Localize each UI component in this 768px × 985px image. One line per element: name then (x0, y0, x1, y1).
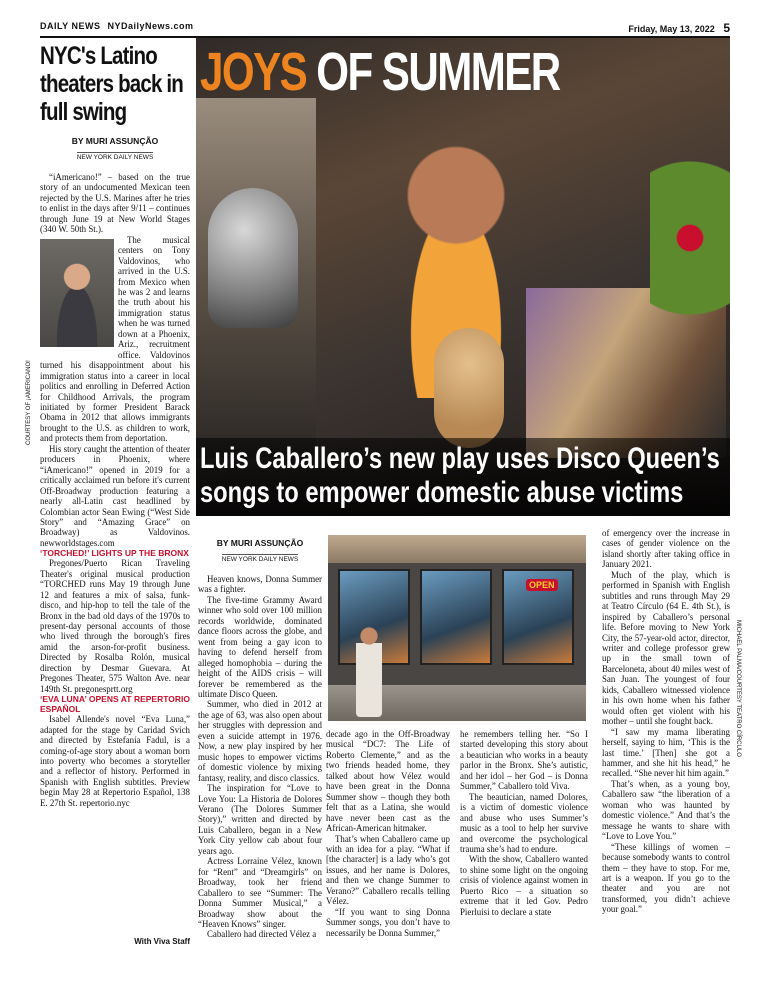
paragraph: of emergency over the increase in cases of gender violence on the island shortly after taking office in January 2021. (602, 528, 730, 570)
paragraph: Heaven knows, Donna Summer was a fighter. (198, 574, 322, 595)
brand-name: DAILY NEWS (40, 21, 101, 31)
section-title (200, 42, 560, 102)
masthead-brand (40, 21, 194, 31)
side-body (40, 172, 190, 808)
side-headline: NYC's Latino theaters back in full swing (40, 42, 183, 126)
side-subhead: ‘TORCHED!’ LIGHTS UP THE BRONX (40, 548, 189, 559)
column-body (198, 574, 322, 940)
paragraph: Much of the play, which is performed in Spanish with English subtitles and runs through May 29 at Teatro Círculo (64 E. 4th St.), is inspired by Caballero’s personal life. Before moving to New York City, the 57-year-old actor, director, writer and college professor grew up in the small town of Barceloneta, about 40 miles west of San Juan. The youngest of four kids, Caballero witnessed violence in his own home when his father would often get violent with his mother – until she fought back. (602, 569, 730, 727)
paragraph: “I saw my mama liberating herself, saying to him, ‘This is the last time.’ [Then] she got a hammer, and she hit his head,” he recalled. “She never hit him again.” (602, 726, 730, 779)
open-sign: OPEN (526, 579, 558, 591)
column-body (460, 729, 588, 917)
headshot-credit (26, 345, 36, 445)
paragraph: decade ago in the Off-Broadway musical “DC7: The Life of Roberto Clemente,” and as the two friends headed home, they talked about how Vélez would have been great in the Donna Summer show – though they both felt that as a Latina, she would have never been cast as the African-American hitmaker. (326, 729, 450, 834)
masthead (40, 18, 730, 34)
paragraph: With the show, Caballero wanted to shine some light on the ongoing crisis of violence against women in Puerto Rico – a situation so extreme that it led Gov. Pedro Pierluisi to declare a state (460, 854, 588, 917)
side-paragraph: His story caught the attention of theater producers in Phoenix, where “iAmericano!” opened in 2019 for a critically acclaimed run before it's current Off-Broadway production featuring a nearly all-Latin cast headlined by Colombian actor Sean Ewing (“West Side Story” and “Amazing Grace” on Broadway) as Valdovinos. newworldstages.com (40, 443, 190, 548)
hair-dryer (208, 188, 298, 328)
main-column-2 (326, 729, 450, 938)
main-headline: Luis Caballero’s new play uses Disco Queen’s songs to empower domestic abuse victims (200, 442, 720, 509)
valdovinos-photo (40, 239, 114, 347)
paragraph: That’s when Caballero came up with an idea for a play. “What if [the character] is a lady who’s got issues, and her name is Dolores, and then we change Summer to Verano?” Caballero recalls telling Vélez. (326, 833, 450, 907)
column-body (602, 528, 730, 915)
main-byline-org: NEW YORK DAILY NEWS (221, 556, 299, 563)
side-subhead: ‘EVA LUNA’ OPENS AT REPERTORIO ESPAÑOL (40, 694, 190, 715)
paragraph: he remembers telling her. “So I started developing this story about a beautician who works in a beauty parlor in the Bronx. She’s autistic, and her idol – her God – is Donna Summer,” Caballero told Viva. (460, 729, 588, 792)
staff-credit: With Viva Staff (134, 937, 190, 946)
side-paragraph: “iAmericano!” – based on the true story of an undocumented Mexican teen rejected by the U.S. Marines after he tries to enlist in the days after 9/11 – continues through June 19 at New World Stages (340 W. 50th St.). (40, 172, 190, 235)
site-url[interactable]: NYDailyNews.com (107, 21, 194, 31)
plant (650, 158, 730, 358)
theater-storefront-photo (328, 535, 586, 721)
paragraph: The five-time Grammy Award winner who sold over 100 million records worldwide, dominated dance floors across the globe, and went from being a gay icon to having to defend herself from alleged homophobia – during the height of the AIDS crisis – will forever be remembered as the ultimate Disco Queen. (198, 594, 322, 699)
side-byline (40, 136, 190, 164)
paragraph: That’s when, as a young boy, Caballero saw “the liberation of a woman who was haunted by domestic violence.” And that’s the message he wants to share with “Love to Love You.” (602, 778, 730, 842)
paragraph: The inspiration for “Love to Love You: La Historia de Dolores Verano (The Dolores Summer Story),” written and directed by Luis Caballero, began in a New York City yellow cab about four years ago. (198, 783, 322, 856)
paragraph: Summer, who died in 2012 at the age of 63, was also open about her struggles with depression and even a suicide attempt in 1976. Now, a new play inspired by her music hopes to empower victims of domestic violence by mixing fantasy, reality, and disco classics. (198, 699, 322, 783)
side-byline-org: NEW YORK DAILY NEWS (76, 154, 154, 161)
side-paragraph: Isabel Allende's novel “Eva Luna,” adapted for the stage by Caridad Svich and directed by Estefanía Fadul, is a coming-of-age story about a woman born into poverty who becomes a storyteller and a reflector of history. Performed in Spanish with English subtitles. Preview begin May 28 at Repertorio Español, 138 E. 27th St. repertorio.nyc (40, 714, 190, 808)
main-column-3 (460, 729, 588, 917)
shop-window (420, 569, 492, 665)
side-story (40, 38, 190, 946)
paragraph: Actress Lorraine Vélez, known for “Rent” and “Dreamgirls” on Broadway, took her friend Caballero to see “Summer: The Donna Summer Musical,” a Broadway show about the “Heaven Knows” singer. (198, 856, 322, 929)
side-paragraph: The musical centers on Tony Valdovinos, who arrived in the U.S. from Mexico when he was 2 and learns the truth about his immigration status when he was turned down at a Phoenix, Ariz., recruitment office. Valdovinos turned his disappointment about his immigration status into a career in local politics and enrolling in Deferred Action for Childhood Arrivals, the program initiated by former President Barack Obama in 2012 that allows immigrants brought to the U.S. as children to work, and protects them from deportation. (40, 234, 190, 444)
deck-banner (196, 438, 730, 516)
issue-date (628, 21, 730, 35)
side-byline-name: BY MURI ASSUNÇÃO (71, 136, 159, 146)
main-column-1 (198, 528, 322, 940)
mannequin-head (434, 328, 504, 448)
title-of-summer: OF SUMMER (316, 42, 560, 102)
headshot-credit-text: COURTESY OF ¡AMERICANO! (26, 360, 32, 445)
page-number: 5 (723, 21, 730, 35)
hero-photo (196, 38, 730, 516)
date-text: Friday, May 13, 2022 (628, 24, 715, 34)
paragraph: “If you want to sing Donna Summer songs, you don’t have to necessarily be Donna Summer,” (326, 906, 450, 938)
side-paragraph: Pregones/Puerto Rican Traveling Theater's original musical production “TORCHED runs May 19 through June 12 and features a mix of salsa, funk-disco, and hip-hop to tell the tale of the Bronx in the bad old days of the 1970s to present-day personal accounts of those who lived through the borough's fires amid the arson-for-profit business. Directed by Rosalba Rolón, musical direction by Desmar Guevara. At Pregones Theater, 575 Walton Ave. near 149th St. pregonesprtt.org (40, 558, 190, 694)
column-body (326, 729, 450, 938)
actress-figure (356, 627, 382, 717)
title-joys: JOYS (200, 42, 307, 102)
hero-credit-text: MICHAEL PALMA/COURTESY TEATRO CÍRCULO (735, 620, 741, 757)
paragraph: The beautician, named Dolores, is a victim of domestic violence and abuse who uses Summer’s music as a tool to help her survive and overcome the psychological trauma she’s had to endure. (460, 791, 588, 854)
main-byline (198, 538, 322, 566)
main-column-4 (602, 528, 730, 915)
paragraph: Caballero had directed Vélez a (207, 929, 317, 940)
awning (328, 535, 586, 563)
paragraph: “These killings of women – because somebody wants to control them – they have to stop. For me, art is a weapon. If you go to the theater and you are not transformed, you didn’t achieve your goal.” (602, 841, 730, 915)
main-byline-name: BY MURI ASSUNÇÃO (216, 538, 304, 548)
hero-credit (732, 620, 742, 940)
